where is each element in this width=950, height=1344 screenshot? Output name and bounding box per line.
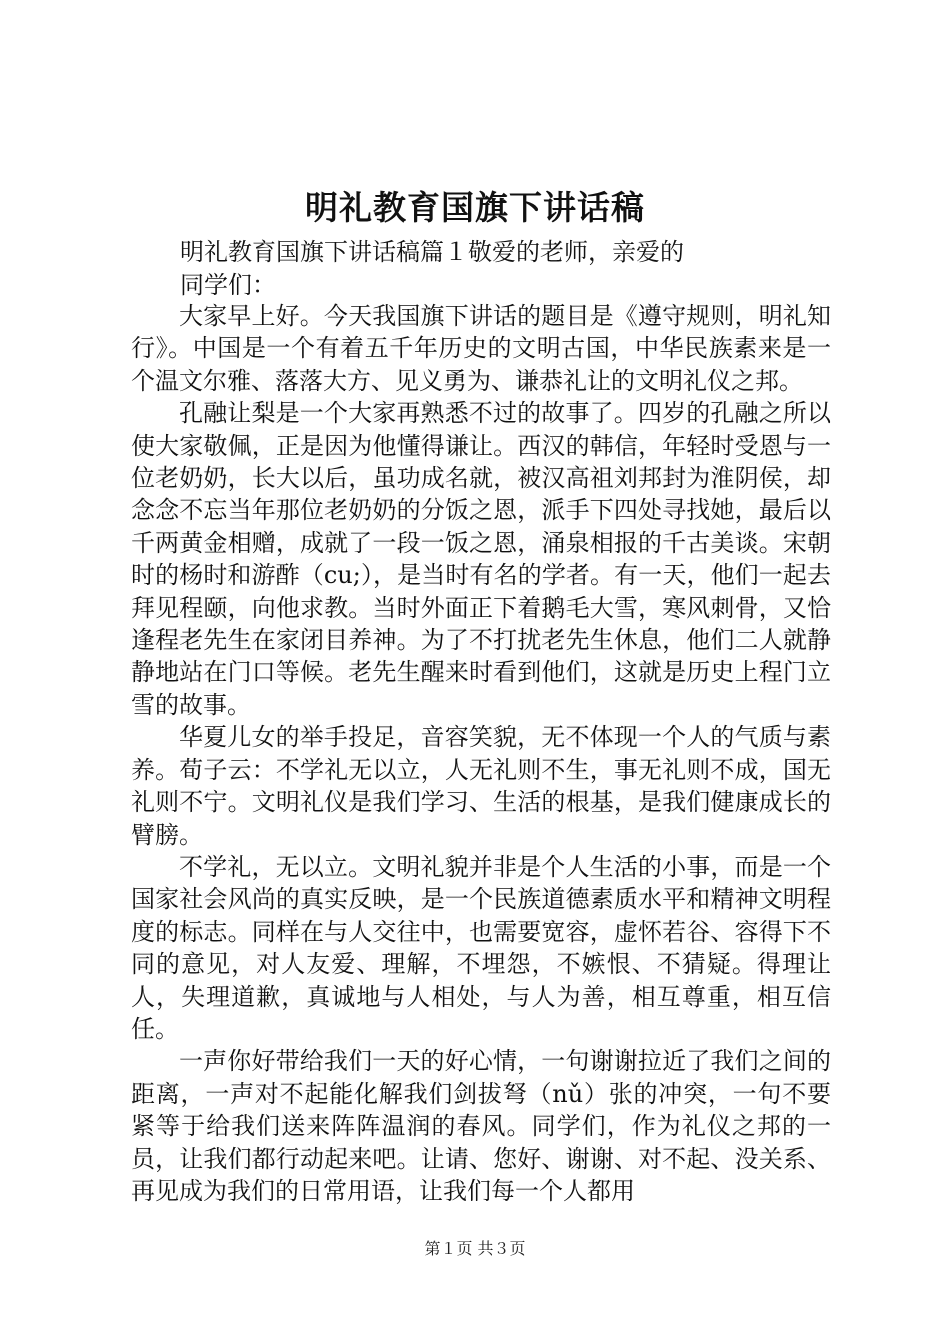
document-body [131,300,831,1207]
intro-line-2: 同学们： [180,271,276,299]
intro-line-1: 明礼教育国旗下讲话稿篇１敬爱的老师，亲爱的 [180,238,684,266]
document-title: 明礼教育国旗下讲话稿 [305,188,645,227]
page-footer: 第１页 共３页 [424,1239,526,1258]
intro-block [180,236,740,302]
paragraph-5: 一声你好带给我们一天的好心情，一句谢谢拉近了我们之间的距离，一声对不起能化解我们剑拔弩（nǔ）张的冲突，一句不要紧等于给我们送来阵阵温润的春风。同学们，作为礼仪之邦的一员，让我们都行动起来吧。让请、您好、谢谢、对不起、没关系、再见成为我们的日常用语，让我们每一个人都用 [131,1047,831,1205]
paragraph-3: 华夏儿女的举手投足，音容笑貌，无不体现一个人的气质与素养。荀子云：不学礼无以立，人无礼则不生，事无礼则不成，国无礼则不宁。文明礼仪是我们学习、生活的根基，是我们健康成长的臂膀。 [131,723,831,849]
paragraph-1: 大家早上好。今天我国旗下讲话的题目是《遵守规则，明礼知行》。中国是一个有着五千年历史的文明古国，中华民族素来是一个温文尔雅、落落大方、见义勇为、谦恭礼让的文明礼仪之邦。 [131,302,831,395]
paragraph-4: 不学礼，无以立。文明礼貌并非是个人生活的小事，而是一个国家社会风尚的真实反映，是一个民族道德素质水平和精神文明程度的标志。同样在与人交往中，也需要宽容，虚怀若谷、容得下不同的意见，对人友爱、理解，不埋怨，不嫉恨、不猜疑。得理让人，失理道歉，真诚地与人相处，与人为善，相互尊重，相互信任。 [131,852,831,1043]
paragraph-2: 孔融让梨是一个大家再熟悉不过的故事了。四岁的孔融之所以使大家敬佩，正是因为他懂得谦让。西汉的韩信，年轻时受恩与一位老奶奶，长大以后，虽功成名就，被汉高祖刘邦封为淮阴侯，却念念不忘当年那位老奶奶的分饭之恩，派手下四处寻找她，最后以千两黄金相赠，成就了一段一饭之恩，涌泉相报的千古美谈。宋朝时的杨时和游酢（cu;），是当时有名的学者。有一天，他们一起去拜见程颐，向他求教。当时外面正下着鹅毛大雪，寒风刺骨，又恰逢程老先生在家闭目养神。为了不打扰老先生休息，他们二人就静静地站在门口等候。老先生醒来时看到他们，这就是历史上程门立雪的故事。 [131,399,831,719]
